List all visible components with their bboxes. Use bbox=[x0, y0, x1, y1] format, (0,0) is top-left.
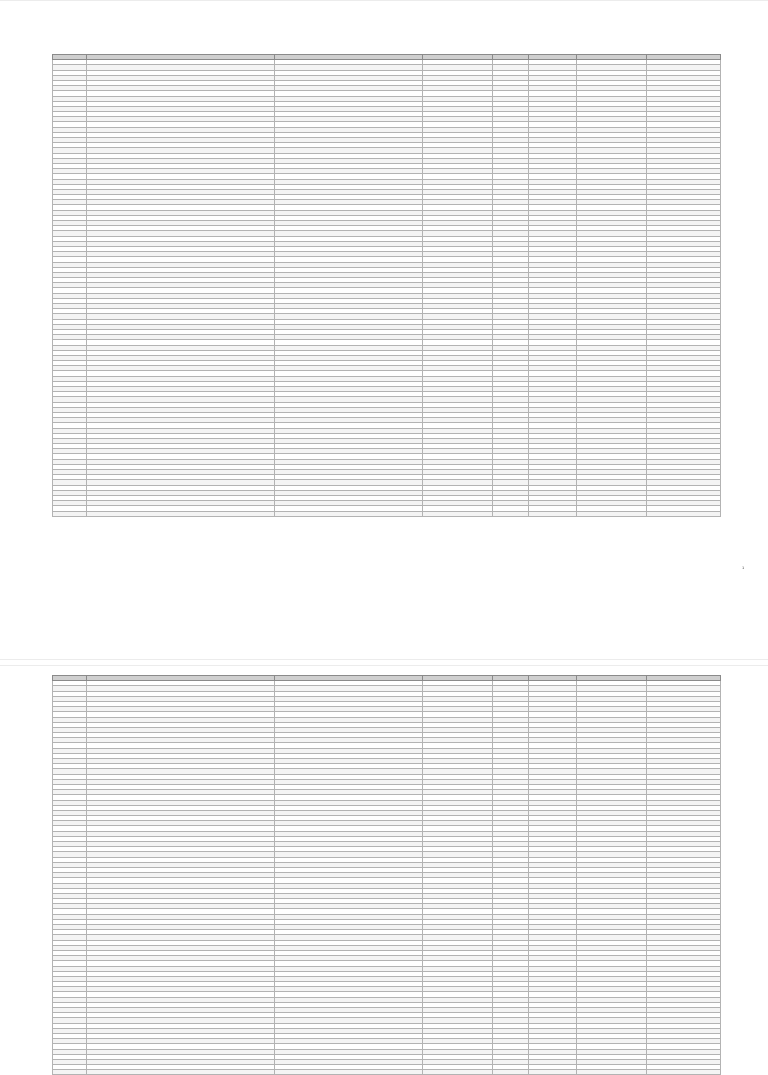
table-cell bbox=[275, 511, 423, 516]
table-cell bbox=[53, 511, 87, 516]
table-cell bbox=[423, 1070, 493, 1075]
page-top-rule bbox=[0, 665, 768, 666]
table-cell bbox=[529, 1070, 577, 1075]
table-cell bbox=[493, 511, 529, 516]
table-row bbox=[53, 1070, 721, 1075]
table-cell bbox=[53, 1070, 87, 1075]
page-bottom-rule bbox=[0, 659, 768, 660]
page-number: 1 bbox=[742, 565, 745, 570]
table-cell bbox=[87, 511, 275, 516]
page-2 bbox=[0, 665, 768, 1024]
table-body bbox=[53, 681, 721, 1075]
table-body bbox=[53, 60, 721, 517]
table-cell bbox=[647, 1070, 721, 1075]
page-top-rule bbox=[0, 0, 768, 1]
table-cell bbox=[275, 1070, 423, 1075]
table-cell bbox=[87, 1070, 275, 1075]
table-cell bbox=[529, 511, 577, 516]
table-cell bbox=[577, 1070, 647, 1075]
table-cell bbox=[647, 511, 721, 516]
facility-table bbox=[52, 675, 721, 1075]
table-cell bbox=[577, 511, 647, 516]
facility-table bbox=[52, 54, 721, 517]
table-cell bbox=[493, 1070, 529, 1075]
table-row bbox=[53, 511, 721, 516]
table-cell bbox=[423, 511, 493, 516]
